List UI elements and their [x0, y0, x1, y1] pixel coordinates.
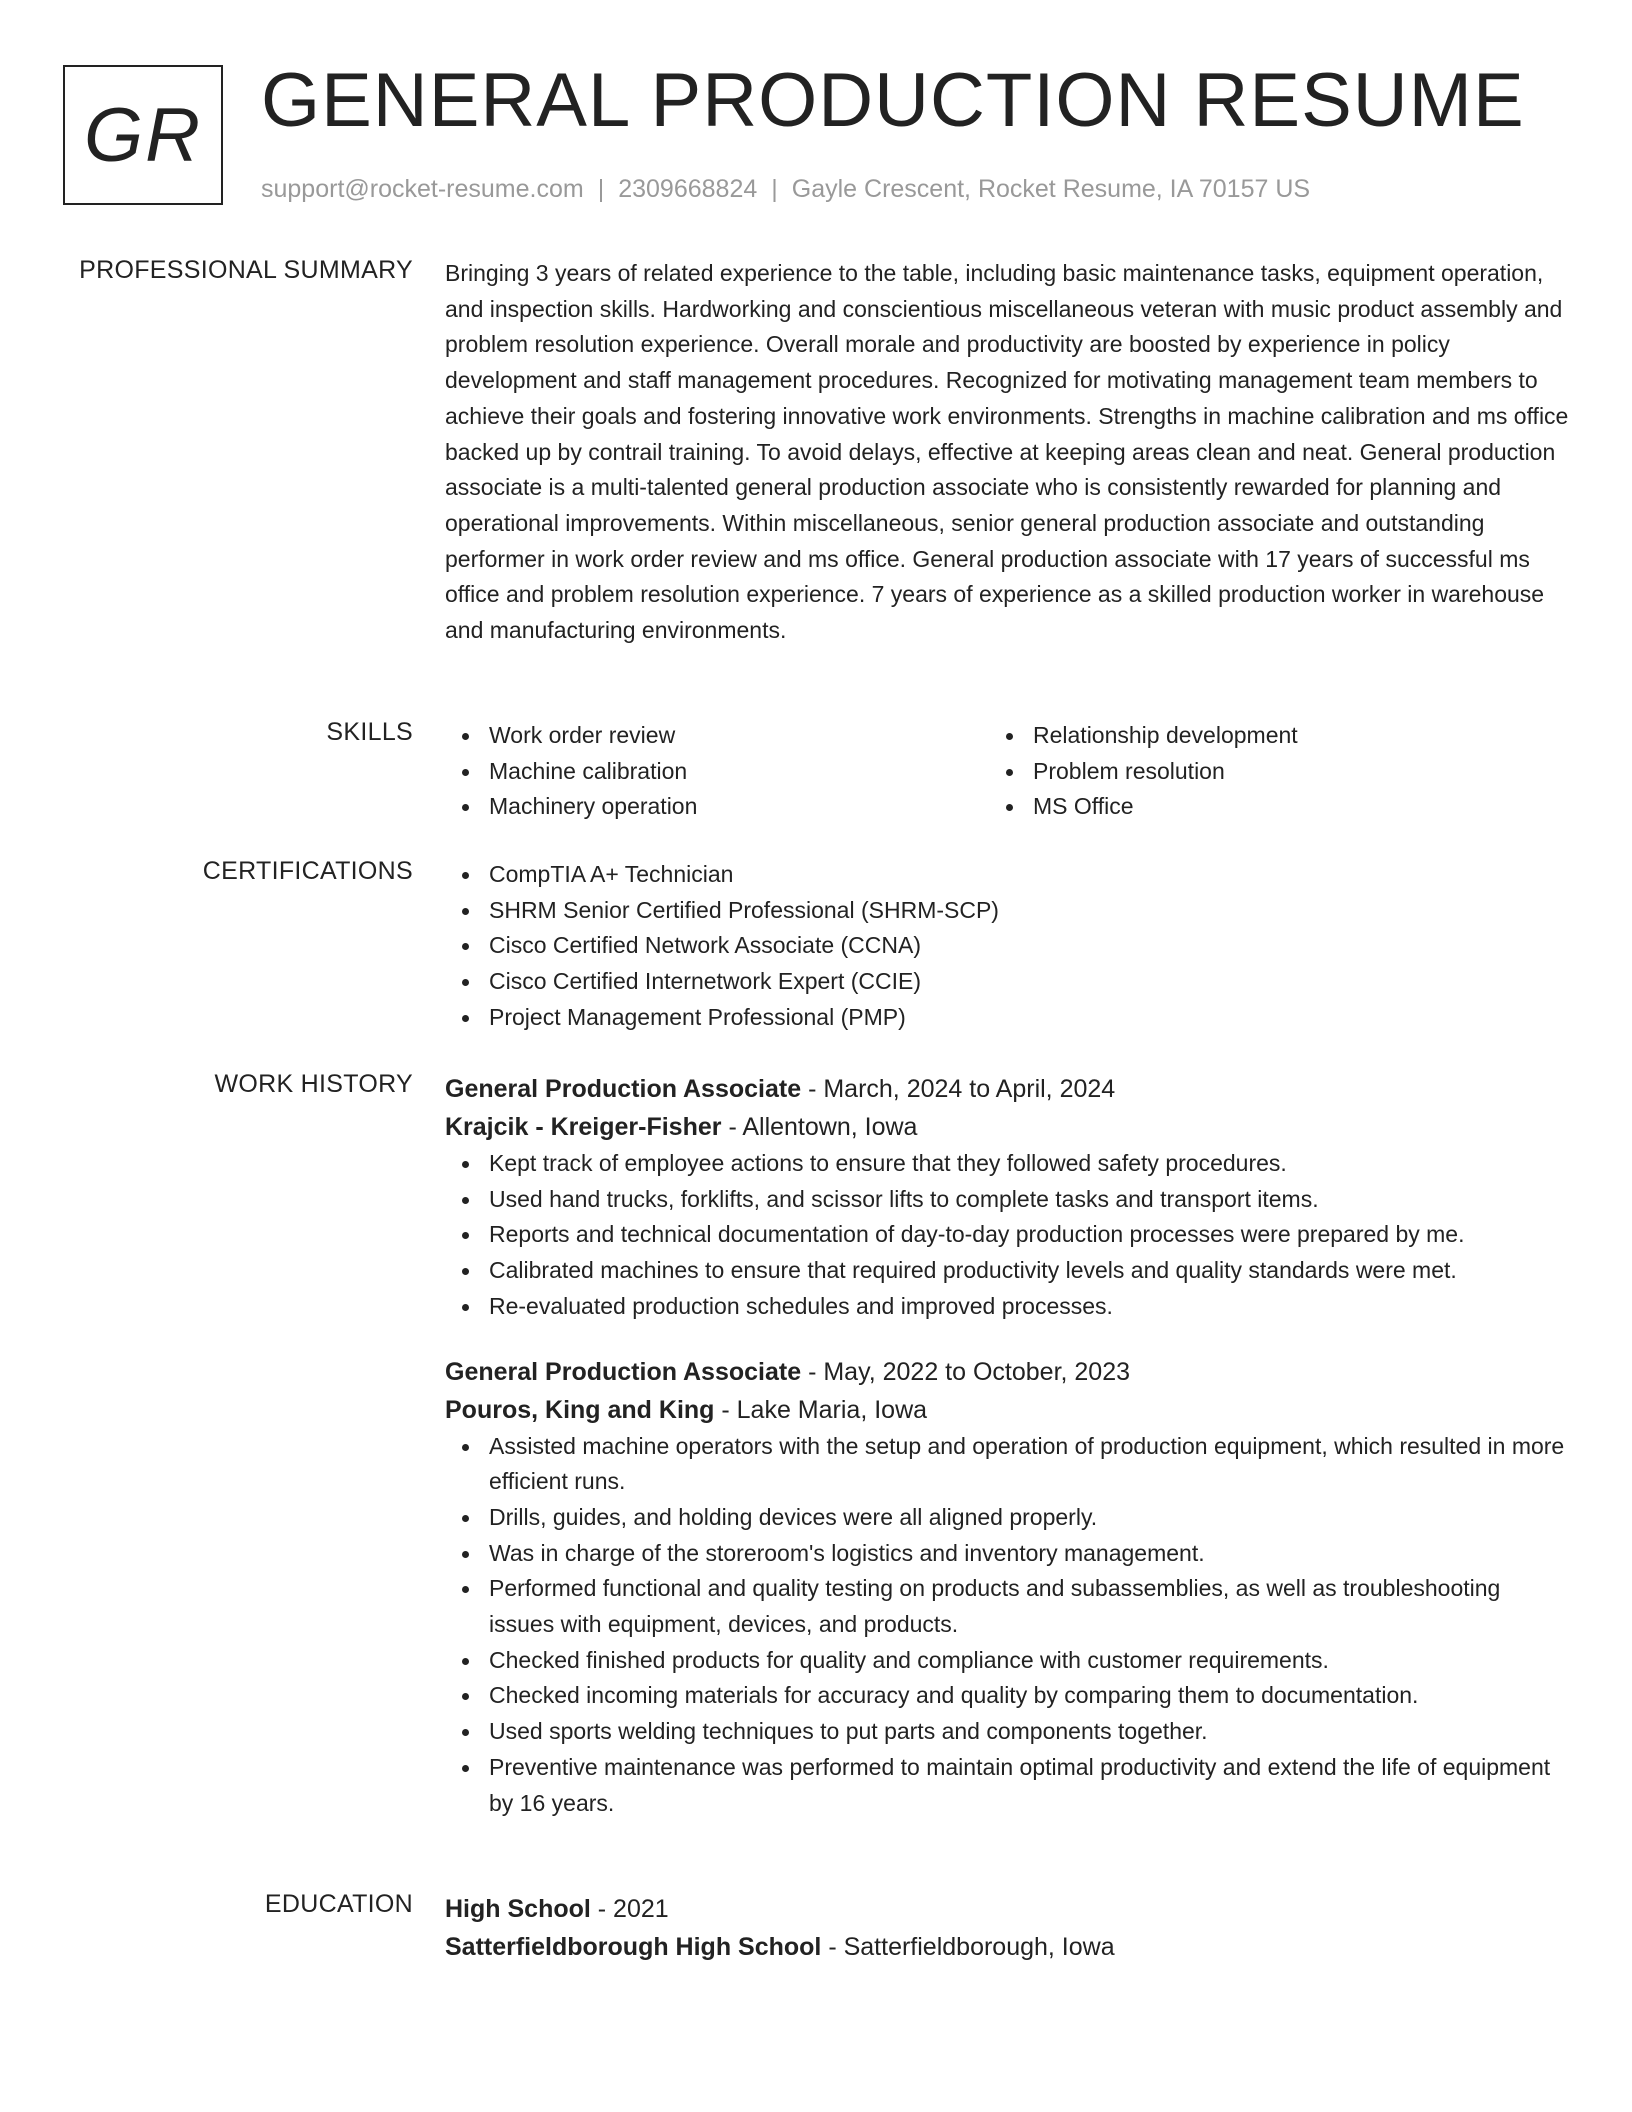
job-duty-item: Drills, guides, and holding devices were all aligned properly.: [445, 1500, 1569, 1536]
job-duty-item: Calibrated machines to ensure that required productivity levels and quality standards were met.: [445, 1253, 1569, 1289]
contact-separator: |: [597, 175, 605, 203]
certification-item: CompTIA A+ Technician: [445, 857, 1569, 893]
skill-item: Problem resolution: [989, 754, 1533, 790]
section-heading-work-history: WORK HISTORY: [214, 1070, 413, 1098]
job-company: Krajcik - Kreiger-Fisher: [445, 1113, 722, 1141]
job-duty-item: Checked finished products for quality and compliance with customer requirements.: [445, 1643, 1569, 1679]
job-location: - Lake Maria, Iowa: [714, 1395, 928, 1424]
job-title: General Production Associate: [445, 1357, 802, 1386]
education-location: - Satterfieldborough, Iowa: [821, 1933, 1115, 1961]
job-title-line: [445, 1353, 1569, 1391]
job-duty-item: Kept track of employee actions to ensure that they followed safety procedures.: [445, 1146, 1569, 1182]
job-title-line: [445, 1070, 1569, 1108]
job-entry: [445, 1070, 1569, 1325]
job-duties-list: [445, 1429, 1569, 1822]
resume-title: GENERAL PRODUCTION RESUME: [261, 58, 1525, 143]
job-duty-item: Used sports welding techniques to put parts and components together.: [445, 1714, 1569, 1750]
section-heading-certifications: CERTIFICATIONS: [202, 857, 413, 885]
summary-text: Bringing 3 years of related experience to the table, including basic maintenance tasks, equipment operation, and inspection skills. Hardworking and conscientious miscellaneous veteran with music product assembly and problem resolution experience. Overall morale and productivity are boosted by experience in policy development and staff management procedures. Recognized for motivating management team members to achieve their goals and fostering innovative work environments. Strengths in machine calibration and ms office backed up by contrail training. To avoid delays, effective at keeping areas clean and neat. General production associate is a multi-talented general production associate who is consistently rewarded for planning and operational improvements. Within miscellaneous, senior general production associate and outstanding performer in work order review and ms office. General production associate with 17 years of successful ms office and problem resolution experience. 7 years of experience as a skilled production worker in warehouse and manufacturing environments.: [445, 260, 1569, 644]
contact-separator: |: [771, 175, 778, 203]
skill-item: Work order review: [445, 718, 989, 754]
resume-header: [63, 58, 1569, 211]
certifications-list: [445, 857, 1569, 1036]
education-school-line: [445, 1928, 1569, 1966]
job-entry: [445, 1353, 1569, 1822]
skills-list-column-1: [445, 718, 989, 825]
job-duty-item: Assisted machine operators with the setup and operation of production equipment, which resulted in more efficient runs.: [445, 1429, 1569, 1500]
monogram-logo: GR: [63, 65, 223, 205]
section-heading-education: EDUCATION: [264, 1890, 413, 1918]
job-dates: - May, 2022 to October, 2023: [801, 1357, 1131, 1386]
job-company: Pouros, King and King: [445, 1395, 715, 1424]
job-location: - Allentown, Iowa: [721, 1113, 918, 1141]
job-duty-item: Used hand trucks, forklifts, and scissor lifts to complete tasks and transport items.: [445, 1182, 1569, 1218]
contact-address: Gayle Crescent, Rocket Resume, IA 70157 US: [791, 175, 1311, 203]
certification-item: Project Management Professional (PMP): [445, 1000, 1569, 1036]
skill-item: Relationship development: [989, 718, 1533, 754]
section-heading-summary: PROFESSIONAL SUMMARY: [79, 256, 413, 284]
job-duties-list: [445, 1146, 1569, 1325]
job-duty-item: Preventive maintenance was performed to maintain optimal productivity and extend the life of equipment by 16 years.: [445, 1750, 1569, 1821]
education-year: - 2021: [590, 1895, 669, 1923]
education-degree-line: [445, 1890, 1569, 1928]
contact-phone[interactable]: 2309668824: [618, 175, 758, 203]
certification-item: Cisco Certified Internetwork Expert (CCIE): [445, 964, 1569, 1000]
certification-item: Cisco Certified Network Associate (CCNA): [445, 928, 1569, 964]
job-duty-item: Reports and technical documentation of day-to-day production processes were prepared by me.: [445, 1217, 1569, 1253]
job-duty-item: Performed functional and quality testing on products and subassemblies, as well as troubleshooting issues with equipment, devices, and products.: [445, 1571, 1569, 1642]
contact-email[interactable]: support@rocket-resume.com: [261, 175, 584, 203]
job-company-line: [445, 1391, 1569, 1429]
job-company-line: [445, 1108, 1569, 1146]
job-dates: - March, 2024 to April, 2024: [801, 1075, 1116, 1103]
job-duty-item: Checked incoming materials for accuracy and quality by comparing them to documentation.: [445, 1678, 1569, 1714]
skills-list-column-2: [989, 718, 1533, 825]
contact-line: [261, 175, 1310, 204]
education-school: Satterfieldborough High School: [445, 1933, 822, 1961]
section-heading-skills: SKILLS: [326, 718, 413, 746]
job-title: General Production Associate: [445, 1075, 802, 1103]
skill-item: MS Office: [989, 789, 1533, 825]
certification-item: SHRM Senior Certified Professional (SHRM-SCP): [445, 893, 1569, 929]
skill-item: Machine calibration: [445, 754, 989, 790]
education-degree: High School: [445, 1895, 591, 1923]
job-duty-item: Was in charge of the storeroom's logistics and inventory management.: [445, 1536, 1569, 1572]
job-duty-item: Re-evaluated production schedules and improved processes.: [445, 1289, 1569, 1325]
skill-item: Machinery operation: [445, 789, 989, 825]
